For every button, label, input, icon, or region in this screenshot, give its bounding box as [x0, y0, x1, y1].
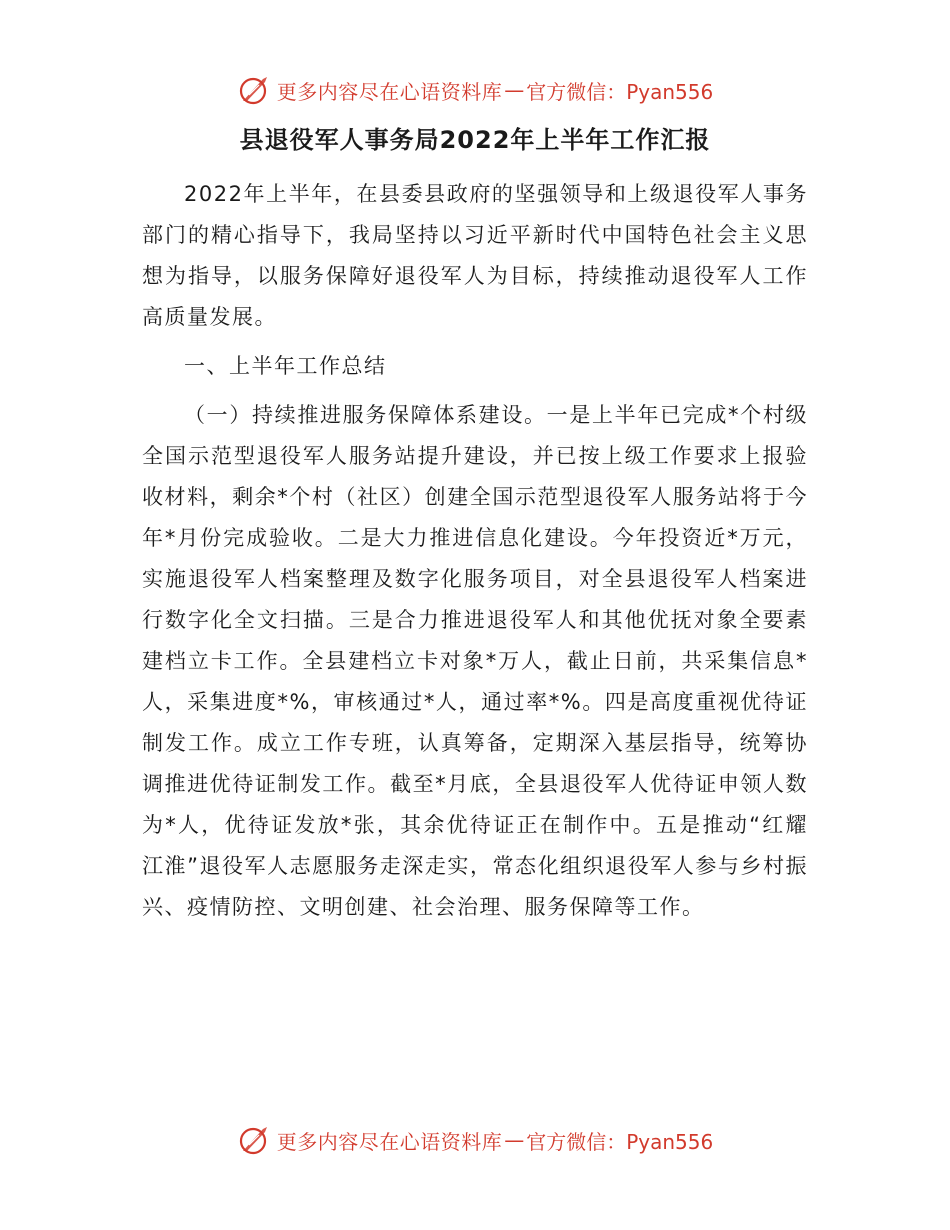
footer-banner-wechat: 官方微信：Pyan556 [526, 1129, 714, 1154]
section1-paragraph-1: （一）持续推进服务保障体系建设。一是上半年已完成*个村级全国示范型退役军人服务站提升建设，并已按上级工作要求上报验收材料，剩余*个村（社区）创建全国示范型退役军人服务站将于今年*月份完成验收。二是大力推进信息化建设。今年投资近*万元，实施退役军人档案整理及数字化服务项目，对全县退役军人档案进行数字化全文扫描。三是合力推进退役军人和其他优抚对象全要素建档立卡工作。全县建档立卡对象*万人，截止日前，共采集信息*人，采集进度*%，审核通过*人，通过率*%。四是高度重视优待证制发工作。成立工作专班，认真筹备，定期深入基层指导，统筹协调推进优待证制发工作。截至*月底，全县退役军人优待证申领人数为*人，优待证发放*张，其余优待证正在制作中。五是推动“红耀江淮”退役军人志愿服务走深走实，常态化组织退役军人参与乡村振兴、疫情防控、文明创建、社会治理、服务保障等工作。 [142, 403, 808, 919]
header-banner-wechat: 官方微信：Pyan556 [526, 79, 714, 104]
footer-banner-text: 更多内容尽在心语资料库 [276, 1129, 503, 1154]
footer-banner-separator: — [504, 1128, 525, 1152]
quill-logo-icon [237, 73, 271, 107]
header-banner-separator: — [504, 78, 525, 102]
header-banner-text: 更多内容尽在心语资料库 [276, 79, 503, 104]
document-body [142, 174, 808, 936]
section1-heading: 一、上半年工作总结 [184, 354, 387, 378]
intro-paragraph: 2022年上半年，在县委县政府的坚强领导和上级退役军人事务部门的精心指导下，我局坚持以习近平新时代中国特色社会主义思想为指导，以服务保障好退役军人为目标，持续推动退役军人工作高质量发展。 [142, 182, 808, 329]
document-title: 县退役军人事务局2022年上半年工作汇报 [239, 126, 711, 154]
header-banner [0, 70, 950, 110]
quill-logo-icon [237, 1123, 271, 1157]
footer-banner [0, 1120, 950, 1160]
